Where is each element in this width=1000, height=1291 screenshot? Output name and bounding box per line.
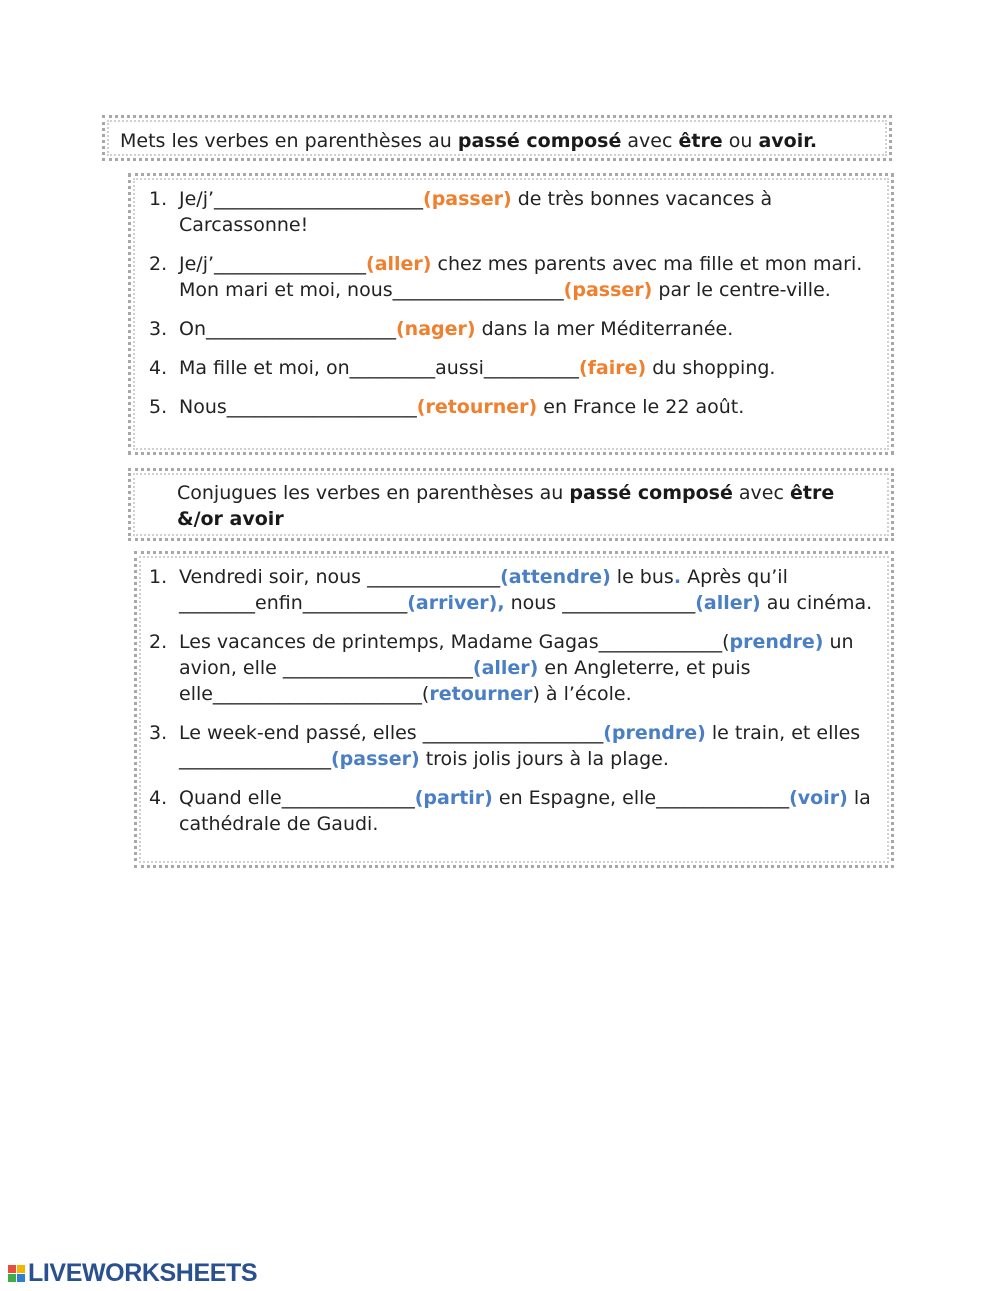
liveworksheets-logo[interactable] [8,1259,257,1287]
list-item: 4. Ma fille et moi, on_________aussi__________(faire) du shopping. [149,357,776,379]
instruction-text-1: Mets les verbes en parenthèses au passé composé avec être ou avoir. [120,130,818,152]
exercise-list-1 [149,186,869,433]
list-item: 2. Je/j’________________(aller) chez mes parents avec ma fille et mon mari. Mon mari et moi, nous__________________(passer) par le centre-ville. [149,253,863,301]
verb-hint: (partir) [414,787,493,809]
verb-hint: (attendre) [500,566,611,588]
liveworksheets-logo-icon [8,1265,25,1282]
verb-hint: prendre) [729,631,824,653]
verb-hint: (retourner) [416,396,538,418]
list-item: 1. Je/j’______________________(passer) de très bonnes vacances à Carcassonne! [149,188,773,236]
list-item: 1. Vendredi soir, nous ______________(attendre) le bus. Après qu’il ________enfin___________(arriver), nous ______________(aller) au cinéma. [149,566,873,614]
verb-hint: retourner [429,683,533,705]
instruction-box-2 [128,468,894,541]
instruction-box-1 [102,115,892,161]
instruction-text-2: Conjugues les verbes en parenthèses au passé composé avec être &/or avoir [177,482,835,530]
verb-hint: (passer) [423,188,512,210]
list-item: 5. Nous____________________(retourner) en France le 22 août. [149,396,745,418]
list-item: 3. On____________________(nager) dans la mer Méditerranée. [149,318,734,340]
verb-hint: (passer) [563,279,653,301]
brand-name: LIVEWORKSHEETS [28,1258,258,1287]
exercise-list-2 [149,564,881,850]
verb-hint: (voir) [789,787,848,809]
list-item: 2. Les vacances de printemps, Madame Gagas_____________(prendre) un avion, elle ____________________(aller) en Angleterre, et puis elle______________________(retourner) à l’école. [149,631,854,705]
verb-hint: (aller) [472,657,539,679]
list-item: 3. Le week-end passé, elles ___________________(prendre) le train, et elles ________________(passer) trois jolis jours à la plage. [149,722,861,770]
verb-hint: (arriver), [407,592,505,614]
verb-hint: (passer) [331,748,420,770]
verb-hint: (prendre) [603,722,706,744]
verb-hint: (nager) [396,318,476,340]
verb-hint: (aller) [695,592,761,614]
verb-hint: (faire) [578,357,647,379]
exercise-box-2 [134,551,894,868]
list-item: 4. Quand elle______________(partir) en Espagne, elle______________(voir) la cathédrale de Gaudi. [149,787,871,835]
verb-hint: (aller) [366,253,432,275]
exercise-box-1 [128,173,894,455]
